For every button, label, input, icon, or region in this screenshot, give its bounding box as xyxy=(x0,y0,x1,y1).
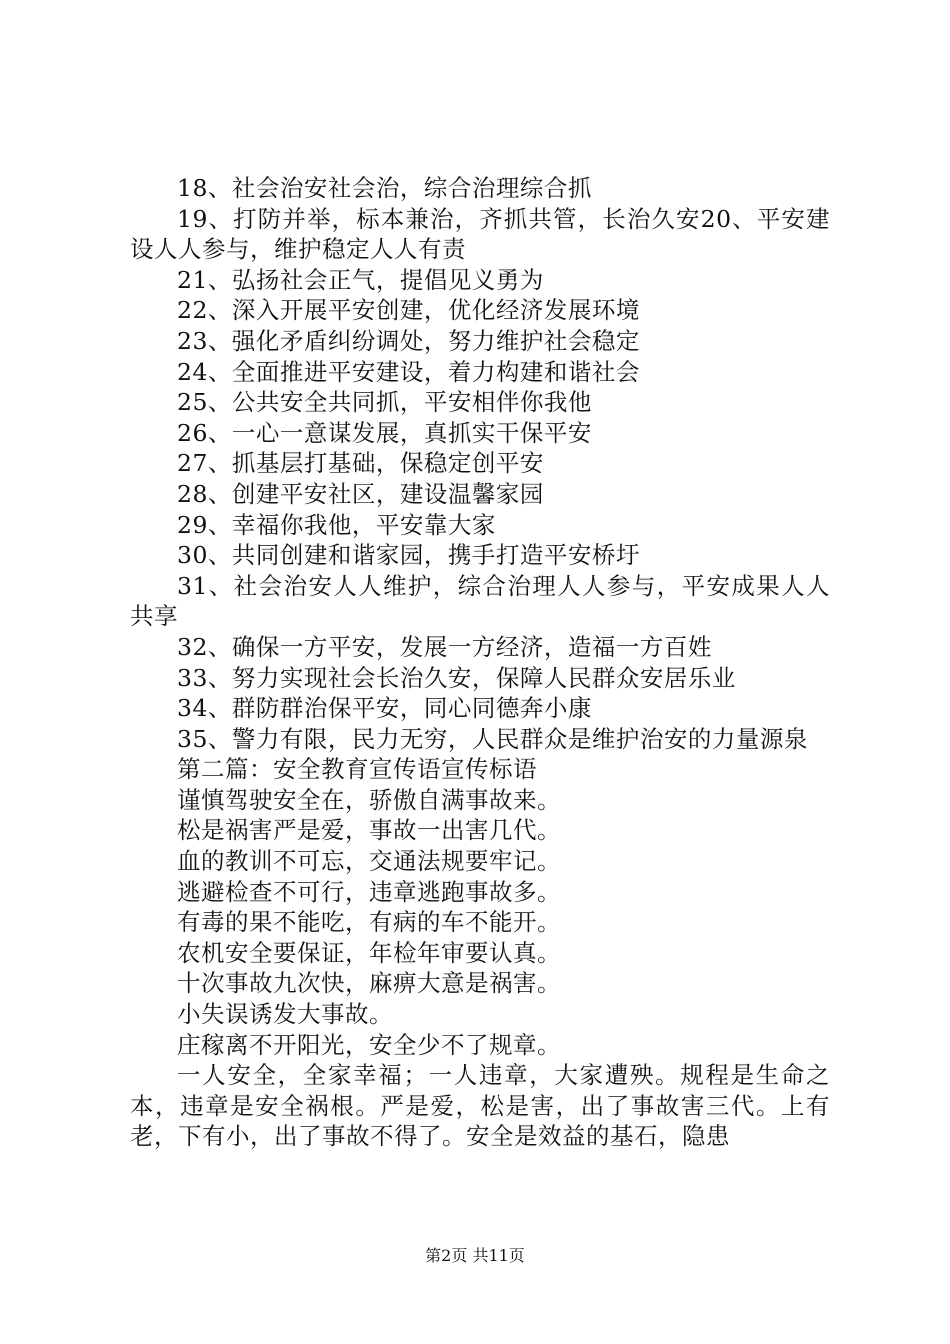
paragraph-33: 33、努力实现社会长治久安，保障人民群众安居乐业 xyxy=(177,663,736,692)
paragraph-23: 23、强化矛盾纠纷调处，努力维护社会稳定 xyxy=(177,326,640,355)
slogan-line: 谨慎驾驶安全在，骄傲自满事故来。 xyxy=(177,785,561,814)
paragraph-22: 22、深入开展平安创建，优化经济发展环境 xyxy=(177,296,640,325)
slogan-line: 十次事故九次快，麻痹大意是祸害。 xyxy=(177,969,561,998)
slogan-line: 血的教训不可忘，交通法规要牢记。 xyxy=(177,847,561,876)
paragraph-28: 28、创建平安社区，建设温馨家园 xyxy=(177,479,544,508)
paragraph-31: 31、社会治安人人维护，综合治理人人参与，平安成果人人共享 xyxy=(130,571,830,631)
slogan-line: 农机安全要保证，年检年审要认真。 xyxy=(177,938,561,967)
section-heading: 第二篇：安全教育宣传语宣传标语 xyxy=(177,755,537,784)
slogan-line: 有毒的果不能吃，有病的车不能开。 xyxy=(177,908,561,937)
paragraph-35: 35、警力有限，民力无穷，人民群众是维护治安的力量源泉 xyxy=(177,724,808,753)
slogan-line: 松是祸害严是爱，事故一出害几代。 xyxy=(177,816,561,845)
page-number-footer: 第2页 共11页 xyxy=(425,1246,525,1265)
paragraph-24: 24、全面推进平安建设，着力构建和谐社会 xyxy=(177,357,640,386)
paragraph-30: 30、共同创建和谐家园，携手打造平安桥圩 xyxy=(177,541,640,570)
paragraph-19-20: 19、打防并举，标本兼治，齐抓共管，长治久安20、平安建设人人参与，维护稳定人人有责 xyxy=(130,204,830,264)
document-body xyxy=(130,173,830,1152)
paragraph-25: 25、公共安全共同抓，平安相伴你我他 xyxy=(177,388,592,417)
paragraph-26: 26、一心一意谋发展，真抓实干保平安 xyxy=(177,418,592,447)
slogan-line: 逃避检查不可行，违章逃跑事故多。 xyxy=(177,877,561,906)
slogan-line: 庄稼离不开阳光，安全少不了规章。 xyxy=(177,1030,561,1059)
paragraph-34: 34、群防群治保平安，同心同德奔小康 xyxy=(177,694,592,723)
paragraph-18: 18、社会治安社会治，综合治理综合抓 xyxy=(177,174,592,202)
paragraph-21: 21、弘扬社会正气，提倡见义勇为 xyxy=(177,265,544,294)
paragraph-29: 29、幸福你我他，平安靠大家 xyxy=(177,510,496,539)
paragraph-27: 27、抓基层打基础，保稳定创平安 xyxy=(177,449,544,478)
slogan-line: 小失误诱发大事故。 xyxy=(177,1000,393,1029)
paragraph-32: 32、确保一方平安，发展一方经济，造福一方百姓 xyxy=(177,632,712,661)
closing-paragraph: 一人安全，全家幸福；一人违章，大家遭殃。规程是生命之本，违章是安全祸根。严是爱，松是害，出了事故害三代。上有老，下有小，出了事故不得了。安全是效益的基石，隐患 xyxy=(130,1061,830,1151)
